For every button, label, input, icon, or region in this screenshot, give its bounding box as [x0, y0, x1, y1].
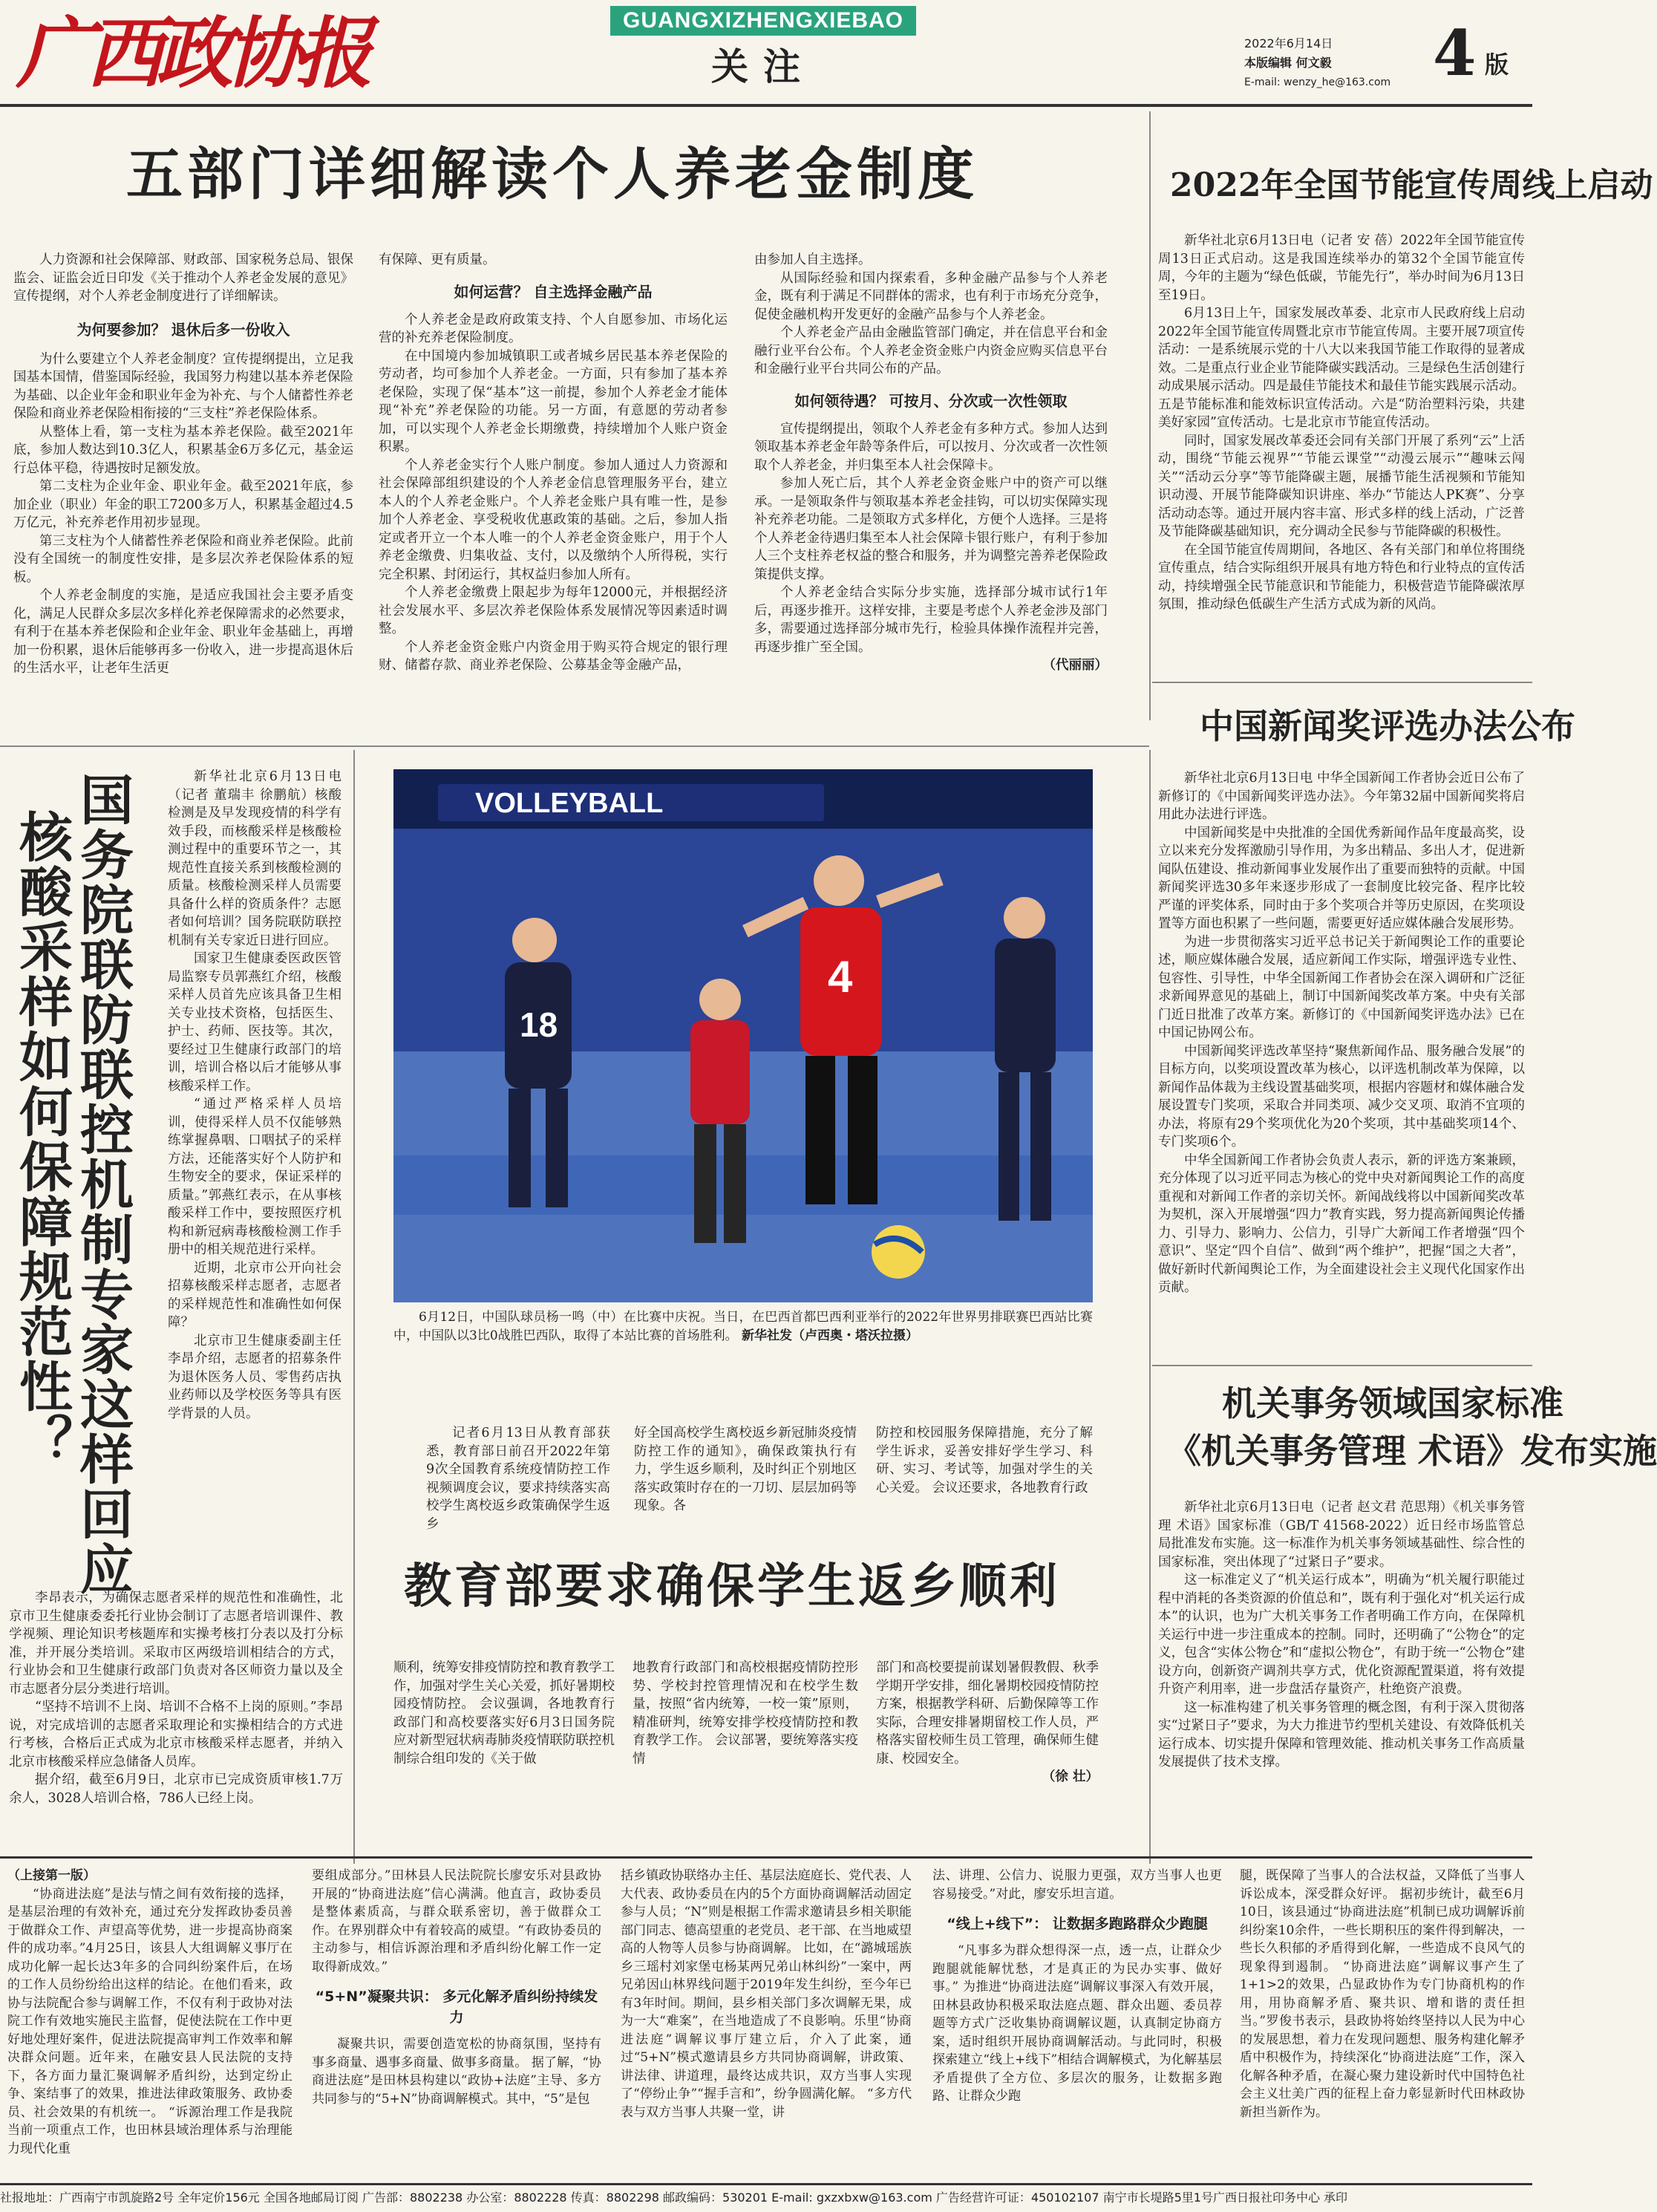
column-divider: [1149, 750, 1151, 1864]
paragraph: 新华社北京6月13日电（记者 安 蓓）2022年全国节能宣传周13日正式启动。这是我国连续举办的第32个全国节能宣传周，今年的主题为“绿色低碳，节能先行”，举办时间为6月13日至19日。: [1158, 233, 1525, 303]
paragraph: 要组成部分。”田林县人民法院院长廖安乐对县政协开展的“协商进法庭”信心满满。他直言，政协委员是整体素质高，与群众联系密切，善于做群众工作。在界别群众中有着较高的威望。“有政协委员的主动参与，相信诉源治理和矛盾纠纷化解工作一定取得新成效。”: [312, 1868, 601, 1974]
news-award-headline: 中国新闻奖评选办法公布: [1200, 706, 1575, 746]
paragraph: “凡事多为群众想得深一点，透一点，让群众少跑腿就能解忧愁，才是真正的为民办实事、做好事。” 为推进“协商进法庭”调解议事深入有效开展，田林县政协积极采取法庭点题、群众出题、委员荐题等方式广泛收集协商调解议题，认真制定协商方案，适时组织开展协商调解活动。与此同时，积极探索建立“线上+线下”相结合调解模式，为化解基层矛盾提供了全方位、多层次的服务，让数据多跑路、让群众少跑: [932, 1943, 1222, 2104]
paragraph: 第三支柱为个人储蓄性养老保险和商业养老保险。此前没有全国统一的制度性安排，是多层次养老保险体系的短板。: [13, 533, 353, 585]
caption-text: 6月12日，中国队球员杨一鸣（中）在比赛中庆祝。当日，在巴西首都巴西利亚举行的2022年世界男排联赛巴西站比赛中，中国队以3比0战胜巴西队，取得了本站比赛的首场胜利。: [393, 1310, 1093, 1343]
paragraph: 6月13日上午，国家发展改革委、北京市人民政府线上启动2022年全国节能宣传周暨北京市节能宣传周。主要开展7项宣传活动：一是系统展示党的十八大以来我国节能工作取得的显著成效。二是重点行业企业节能降碳实践活动。三是绿色生活创建行动成果展示活动。四是最佳节能技术和最佳节能实践展示活动。五是节能标准和能效标识宣传活动。六是“防治塑料污染，共建美好家园”宣传活动。七是北京市节能宣传活动。: [1158, 306, 1525, 430]
edu-bottom-col-3: [876, 1659, 1099, 1859]
covid-headline-sub: 核酸采样如何保障规范性？: [10, 809, 73, 1469]
paragraph: 个人养老金产品由金融监管部门确定，并在信息平台和金融行业平台公布。个人养老金资金账户内资金应购买信息平台和金融行业平台共同公布的产品。: [754, 325, 1108, 376]
paragraph: 部门和高校要提前谋划暑假教假、秋季学期开学安排，细化暑期校园疫情防控方案，根据教学科研、后勤保障等工作实际，合理安排暑期留校工作人员，严格落实留校师生员工管理，确保师生健康、校园安全。: [876, 1660, 1099, 1766]
paragraph: 新华社北京6月13日电 中华全国新闻工作者协会近日公布了新修订的《中国新闻奖评选办法》。今年第32届中国新闻奖将启用此办法进行评选。: [1158, 771, 1525, 822]
covid-body-wide: [9, 1589, 343, 1871]
paragraph: 腿，既保障了当事人的合法权益，又降低了当事人诉讼成本，深受群众好评。 据初步统计，截至6月10日，该县通过“协商进法庭”机制已成功调解诉前纠纷案10余件，一些长期积压的案件得到解决，一些长久积郁的矛盾得到化解，一些造成不良风气的现象得到遏制。 “协商进法庭”调解议事产生了1+1>2的效果，凸显政协作为专门协商机构的作用，用协商解矛盾、聚共识、增和谐的责任担当。”罗俊书表示，县政协将始终坚持以人民为中心的发展思想，着力在发现问题想、服务构建化解矛盾中积极作为，持续深化“协商进法庭”工作，深入化解各种矛盾，在凝心聚力建设新时代中国特色社会主义壮美广西的征程上奋力彰显新时代田林政协新担当新作为。: [1240, 1868, 1525, 2120]
paragraph: 个人养老金制度的实施，是适应我国社会主要矛盾变化，满足人民群众多层次多样化养老保障需求的必然要求，有利于在基本养老保险和企业年金、职业年金基础上，再增加一份积累，退休后能够再多一份收入，进一步提高退休后的生活水平，让老年生活更: [13, 588, 353, 676]
masthead-pinyin: GUANGXIZHENGXIEBAO: [610, 6, 916, 36]
bottom-col-5: [1240, 1867, 1525, 2179]
paragraph: 记者6月13日从教育部获悉，教育部日前召开2022年第9次全国教育系统疫情防控工作视频调度会议，要求持续落实高校学生离校返乡政策确保学生返乡: [426, 1426, 610, 1532]
admin-standard-headline-1: 机关事务领域国家标准: [1222, 1383, 1563, 1423]
jersey-number-center: 4: [828, 952, 853, 1002]
covid-body-narrow: [168, 768, 341, 1585]
bottom-col-1: [7, 1867, 292, 2179]
edu-byline: （徐 壮）: [1042, 1769, 1099, 1784]
lead-subhead-3: 如何领待遇？ 可按月、分次或一次性领取: [794, 391, 1068, 410]
paragraph: 在全国节能宣传周期间，各地区、各有关部门和单位将围绕宣传重点，结合实际组织开展具有地方特色和行业特点的宣传活动，持续增强全民节能意识和节能能力，积极营造节能降碳浓厚氛围，推动绿色低碳生产生活方式成为新的风尚。: [1158, 542, 1525, 612]
paragraph: 括乡镇政协联络办主任、基层法庭庭长、党代表、人大代表、政协委员在内的5个方面协商调解活动固定参与人员；“N”则是根据工作需求邀请县乡相关职能部门同志、德高望重的老党员、老干部、在当地威望高的人物等人员参与协商调解。 比如，在“潞城瑶族乡三瑶村刘家堡屯杨某两兄弟山林纠纷”一案中，两兄弟因山林界线问题于2019年发生纠纷，至今年已有3年时间。期间，县乡相关部门多次调解无果，成为一大“难案”，在当地造成了不良影响。乐里“协商进法庭”调解议事厅建立后，介入了此案，通过“5+N”模式邀请县乡方共同协商调解，讲政策、讲法律、讲道理，最终达成共识，双方当事人实现了“停纷止争”“握手言和”，纷争圆满化解。 “多方代表与双方当事人共聚一堂，讲: [621, 1868, 912, 2120]
news-award-body: [1158, 769, 1525, 1363]
paragraph: 凝聚共识，需要创造宽松的协商氛围，坚持有事多商量、遇事多商量、做事多商量。 据了解，“协商进法庭”是田林县构建以“政协+法庭”主导、多方共同参与的“5+N”协商调解模式。其中，“5”是包: [312, 2037, 601, 2107]
paragraph: 为进一步贯彻落实习近平总书记关于新闻舆论工作的重要论述，顺应媒体融合发展，适应新闻工作实际，增强评选专业性、包容性、引导性，中华全国新闻工作者协会在深入调研和广泛征求新闻界意见的基础上，制订中国新闻奖改革方案。中央有关部门近日批准了改革方案。新修订的《中国新闻奖评选办法》已在中国记协网公布。: [1158, 934, 1525, 1040]
paragraph: 好全国高校学生离校返乡新冠肺炎疫情防控工作的通知》，确保政策执行有力，学生返乡顺利，及时纠正个别地区落实政策时存在的一刀切、层层加码等现象。各: [634, 1426, 857, 1513]
paragraph: 据介绍，截至6月9日，北京市已完成资质审核1.7万余人，3028人培训合格，786人已经上岗。: [9, 1772, 343, 1806]
paragraph: 新华社北京6月13日电（记者 董瑞丰 徐鹏航）核酸检测是及早发现疫情的科学有效手段，而核酸采样是核酸检测过程中的重要环节之一，其规范性直接关系到核酸检测的质量。核酸检测采样人员需要具备什么样的资质条件？志愿者如何培训？国务院联防联控机制有关专家近日进行回应。: [168, 769, 341, 948]
column-divider: [353, 750, 355, 1864]
paragraph: 中国新闻奖是中央批准的全国优秀新闻作品年度最高奖，设立以来充分发挥激励引导作用，为多出精品、多出人才，促进新闻队伍建设、推动新闻事业发展作出了重要而独特的贡献。中国新闻奖评选30多年来逐步形成了一套制度比较完备、程序比较严谨的评奖体系，同时由于多个奖项合并等历史原因，在奖项设置等方面也积累了一些问题，需要更好适应媒体融合发展形势。: [1158, 825, 1525, 931]
paragraph: 参加人死亡后，其个人养老金资金账户中的资产可以继承。一是领取条件与领取基本养老金挂钩，可以切实保障实现补充养老功能。二是领取方式多样化，方便个人选择。三是将个人养老金待遇归集至本人社会保障卡银行账户，有利于参加人三个支柱养老权益的整合和服务，并为调整完善养老保险政策提供支撑。: [754, 476, 1108, 582]
edu-top-col-1: [426, 1424, 610, 1532]
edu-bottom-col-2: [633, 1659, 858, 1859]
paragraph: 从国际经验和国内探索看，多种金融产品参与个人养老金，既有利于满足不同群体的需求，也有利于市场充分竞争，促使金融机构开发更好的金融产品参与个人养老金。: [754, 270, 1108, 322]
edu-headline: 教育部要求确保学生返乡顺利: [404, 1559, 1060, 1614]
paragraph: 这一标准定义了“机关运行成本”，明确为“机关履行职能过程中消耗的各类资源的价值总和”，既有利于强化对“机关运行成本”的认识，也为广大机关事务工作者明确工作方向，在保障机关运行中进一步注重成本的控制。同时，还明确了“公物仓”的定义，包含“实体公物仓”和“虚拟公物仓”，有助于统一“公物仓”建设方向，创新资产调剂共享方式，优化资源配置渠道，将有效提升资产利用率，进一步盘活存量资产，杜绝资产浪费。: [1158, 1573, 1525, 1697]
lead-col-3: [754, 251, 1108, 711]
paragraph: “协商进法庭”是法与情之间有效衔接的选择，是基层治理的有效补充，通过充分发挥政协委员善于做群众工作、声望高等优势，进一步提高协商案件的成功率。”4月25日，该县人大组调解义事厅在成功化解一起长达3年多的合同纠纷案件后，在场的工作人员纷纷给出这样的结论。在他们看来，政协与法院配合参与调解工作，不仅有利于政协对法院工作有效地实施民主监督，促使法院在工作中更好地处理好案件，促进法院提高审判工作效率和解决群众问题。近年来，在融安县人民法院的支持下，各方面力量汇聚调解矛盾纠纷，达到定纷止争、案结事了的效果，推进法律政策服务、政协委员、社会效果的有机统一。 “诉源治理工作是我院当前一项重点工作，也田林县域治理体系与治理能力现代化重: [7, 1886, 292, 2156]
lead-subhead-1: 为何要参加？ 退休后多一份收入: [76, 320, 290, 339]
section-divider: [0, 746, 1149, 747]
paragraph: 由参加人自主选择。: [754, 252, 872, 267]
paragraph: 从整体上看，第一支柱为基本养老保险。截至2021年底，参加人数达到10.3亿人，积累基金6万多亿元，基金运行总体平稳，待遇按时足额发放。: [13, 424, 353, 476]
paragraph: 个人养老金结合实际分步实施，选择部分城市试行1年后，再逐步推开。这样安排，主要是考虑个人养老金涉及部门多，需要通过选择部分城市先行，检验具体操作流程并完善，再逐步推广至全国。: [754, 585, 1108, 655]
lead-byline: （代丽丽）: [1042, 658, 1108, 673]
paragraph: 地教育行政部门和高校根据疫情防控形势、学校封控管理情况和在校学生数量，按照“省内统筹，一校一策”原则，精准研判，统筹安排学校疫情防控和教育教学工作。 会议部署，要统筹落实疫情: [633, 1660, 858, 1766]
page-number: 4: [1433, 16, 1477, 90]
edu-top-col-2: [634, 1424, 857, 1528]
paragraph: 个人养老金缴费上限起步为每年12000元，并根据经济社会发展水平、多层次养老保险体系发展情况等因素适时调整。: [379, 585, 728, 636]
section-divider: [1152, 682, 1532, 683]
volleyball-photo: [393, 769, 1093, 1302]
energy-week-body: [1158, 232, 1525, 677]
bottom-col-4: [932, 1867, 1222, 2179]
photo-credit: 新华社发（卢西奥・塔沃拉摄）: [742, 1328, 919, 1343]
page-editor: 本版编辑 何文毅: [1244, 56, 1332, 70]
jersey-number-left: 18: [520, 1005, 558, 1044]
paragraph: 个人养老金资金账户内资金用于购买符合规定的银行理财、储蓄存款、商业养老保险、公募基金等金融产品，: [379, 639, 728, 673]
paragraph: 中国新闻奖评选改革坚持“聚焦新闻作品、服务融合发展”的目标方向，以奖项设置改革为核心，以评选机制改革为保障，以新闻作品体裁为主线设置基础奖项，根据内容题材和媒体融合发展设置专门奖项，采取合并同类项、减少交叉项、取消不宜项的办法，将原有29个奖项优化为20个奖项，其中基础奖项14个、专门奖项6个。: [1158, 1043, 1525, 1149]
section-divider: [1152, 1365, 1532, 1366]
lead-col-2: [379, 251, 728, 711]
column-divider: [1149, 111, 1151, 720]
paragraph: “坚持不培训不上岗、培训不合格不上岗的原则。”李昂说，对完成培训的志愿者采取理论和实操相结合的方式进行考核，合格后正式成为北京市核酸采样志愿者，并纳入北京市核酸采样应急储备人员库。: [9, 1700, 343, 1769]
page-footer: 社报地址：广西南宁市凯旋路2号 全年定价156元 全国各地邮局订阅 广告部：8802238 办公室：8802228 传真：8802298 邮政编码：530201 E-mail: gxzxbxw@163.com 广告经营许可证：450102107 南宁市长堤路5里1号广西日报社印务中心 承印: [0, 2183, 1532, 2212]
photo-illustration: [393, 769, 1093, 1302]
paragraph: 同时，国家发展改革委还会同有关部门开展了系列“云”上活动，围绕“节能云视界”“节能云课堂”“动漫云展示”“趣味云闯关”“活动云分享”等节能降碳主题，展播节能生活视频和节能知识动漫、开展节能降碳知识讲座、举办“节能达人PK赛”、分享活动动态等。通过开展内容丰富、形式多样的线上活动，广泛普及节能降碳基础知识，充分调动全民参与节能降碳的积极性。: [1158, 433, 1525, 539]
paragraph: 有保障、更有质量。: [379, 252, 496, 267]
paragraph: 李昂表示，为确保志愿者采样的规范性和准确性，北京市卫生健康委委托行业协会制订了志愿者培训课件、教学视频、理论知识考核题库和实操考核打分表以及打分标准，并开展分类培训。采取市区两级培训相结合的方式，行业协会和卫生健康行政部门负责对各区师资力量以及全市志愿者分层分类进行培训。: [9, 1591, 343, 1697]
edu-bottom-col-1: [393, 1659, 615, 1859]
paragraph: 新华社北京6月13日电（记者 赵文君 范思翔）《机关事务管理 术语》国家标准（GB/T 41568-2022）近日经市场监管总局批准发布实施。这一标准作为机关事务领域基础性、综合性的国家标准，突出体现了“过紧日子”要求。: [1158, 1500, 1525, 1570]
paragraph: 第二支柱为企业年金、职业年金。截至2021年底，参加企业（职业）年金的职工7200多万人，积累基金超过4.5万亿元，补充养老作用初步显现。: [13, 479, 353, 530]
paragraph: 在中国境内参加城镇职工或者城乡居民基本养老保险的劳动者，均可参加个人养老金。一方面，只有参加了基本养老保险，实现了保“基本”这一前提，参加个人养老金才能体现“补充”养老保险的功能。另一方面，有意愿的劳动者参加，可以实现个人养老金长期缴费，持续增加个人账户资金积累。: [379, 348, 728, 454]
paragraph: 中华全国新闻工作者协会负责人表示，新的评选方案兼顾，充分体现了以习近平同志为核心的党中央对新闻舆论工作的高度重视和对新闻工作者的亲切关怀。新闻战线将以中国新闻奖改革为契机，深入开展增强“四力”教育实践，努力提高新闻舆论传播力、引导力、影响力、公信力，引导广大新闻工作者增强“四个意识”、坚定“四个自信”、做到“两个维护”，把握“国之大者”，做好新时代新闻舆论工作，为全面建设社会主义现代化国家作出贡献。: [1158, 1152, 1525, 1295]
paragraph: 这一标准构建了机关事务管理的概念图，有利于深入贯彻落实“过紧日子”要求，为大力推进节约型机关建设、有效降低机关运行成本、切实提升保障和管理效能、推动机关事务工作高质量发展提供了技术支撑。: [1158, 1700, 1525, 1769]
bottom-subhead-1: “5+N”凝聚共识： 多元化解矛盾纠纷持续发力: [315, 1988, 598, 2026]
paragraph: 国家卫生健康委医政医管局监察专员郭燕红介绍，核酸采样人员首先应该具备卫生相关专业技术资格，包括医生、护士、药师、医技等。其次，要经过卫生健康行政部门的培训，培训合格以后才能够从事核酸采样工作。: [168, 951, 341, 1094]
admin-standard-headline-2: 《机关事务管理 术语》发布实施: [1167, 1431, 1657, 1471]
banner-text: VOLLEYBALL: [475, 788, 664, 819]
arena-crowd: [393, 829, 1093, 1051]
photo-caption: [393, 1308, 1093, 1356]
masthead-rule: [0, 104, 1532, 107]
continued-note: （上接第一版）: [7, 1868, 96, 1883]
admin-standard-body: [1158, 1498, 1525, 1862]
bottom-col-3: [621, 1867, 912, 2179]
paragraph: 防控和校园服务保障措施，充分了解学生诉求，妥善安排好学生学习、科研、实习、考试等，加强对学生的关心关爱。 会议还要求，各地教育行政: [876, 1426, 1093, 1495]
paragraph: 法、讲理、公信力、说服力更强，双方当事人也更容易接受。”对此，廖安乐坦言道。: [932, 1868, 1222, 1902]
issue-meta: [1244, 34, 1422, 92]
paragraph: “通过严格采样人员培训，使得采样人员不仅能够熟练掌握鼻咽、口咽拭子的采样方法，还能落实好个人防护和生物安全的要求，保证采样的质量。”郭燕红表示，在从事核酸采样工作中，要按照医疗机构和新冠病毒核酸检测工作手册中的相关规范进行采样。: [168, 1097, 341, 1257]
paragraph: 个人养老金是政府政策支持、个人自愿参加、市场化运营的补充养老保险制度。: [379, 312, 728, 345]
paragraph: 个人养老金实行个人账户制度。参加人通过人力资源和社会保障部组织建设的个人养老金信息管理服务平台，建立本人的个人养老金账户。个人养老金账户具有唯一性，是参加个人养老金、享受税收优惠政策的基础。之后，参加人指定或者开立一个本人唯一的个人养老金资金账户，用于个人养老金缴费、归集收益、支付，以及缴纳个人所得税，实行完全积累、封闭运行，其权益归参加人所有。: [379, 457, 728, 582]
lead-intro: 人力资源和社会保障部、财政部、国家税务总局、银保监会、证监会近日印发《关于推动个人养老金发展的意见》宣传提纲，对个人养老金制度进行了详细解读。: [13, 252, 353, 304]
volleyball: [872, 1225, 925, 1279]
covid-headline-main: 国务院联防联控机制专家这样回应: [71, 772, 134, 1596]
paragraph: 近期，北京市公开向社会招募核酸采样志愿者，志愿者的采样规范性和准确性如何保障？: [168, 1260, 341, 1330]
section-title: 关注: [711, 45, 815, 88]
paragraph: 北京市卫生健康委副主任李昂介绍，志愿者的招募条件为退休医务人员、零售药店执业药师以及学校医务等具有医学背景的人员。: [168, 1333, 341, 1421]
newspaper-logo: 广西政协报: [16, 7, 366, 99]
edu-top-col-3: [876, 1424, 1093, 1528]
lead-col-1: [13, 251, 353, 711]
bottom-col-2: [312, 1867, 601, 2179]
paragraph: 为什么要建立个人养老金制度？宣传提纲提出，立足我国基本国情，借鉴国际经验，我国努力构建以基本养老保险为基础、以企业年金和职业年金为补充、与个人储蓄性养老保险和商业养老保险相衔接的“三支柱”养老保险体系。: [13, 351, 353, 421]
bottom-section-rule: [0, 1856, 1532, 1859]
editor-email: E-mail: wenzy_he@163.com: [1244, 76, 1391, 88]
lead-subhead-2: 如何运营？ 自主选择金融产品: [454, 282, 653, 301]
issue-date: 2022年6月14日: [1244, 36, 1333, 50]
lead-headline: 五部门详细解读个人养老金制度: [126, 141, 978, 207]
paragraph: 宣传提纲提出，领取个人养老金有多种方式。参加人达到领取基本养老金年龄等条件后，可以按月、分次或者一次性领取个人养老金，并归集至本人社会保障卡。: [754, 421, 1108, 473]
energy-week-headline: 2022年全国节能宣传周线上启动: [1170, 166, 1653, 204]
paragraph: 顺利，统筹安排疫情防控和教育教学工作，加强对学生关心关爱，抓好暑期校园疫情防控。 会议强调，各地教育行政部门和高校要落实好6月3日国务院应对新型冠状病毒肺炎疫情联防联控机制综合组印发的《关于做: [393, 1660, 615, 1766]
page-suffix: 版: [1485, 50, 1509, 79]
bottom-subhead-2: “线上+线下”： 让数据多跑路群众少跑腿: [947, 1916, 1208, 1932]
